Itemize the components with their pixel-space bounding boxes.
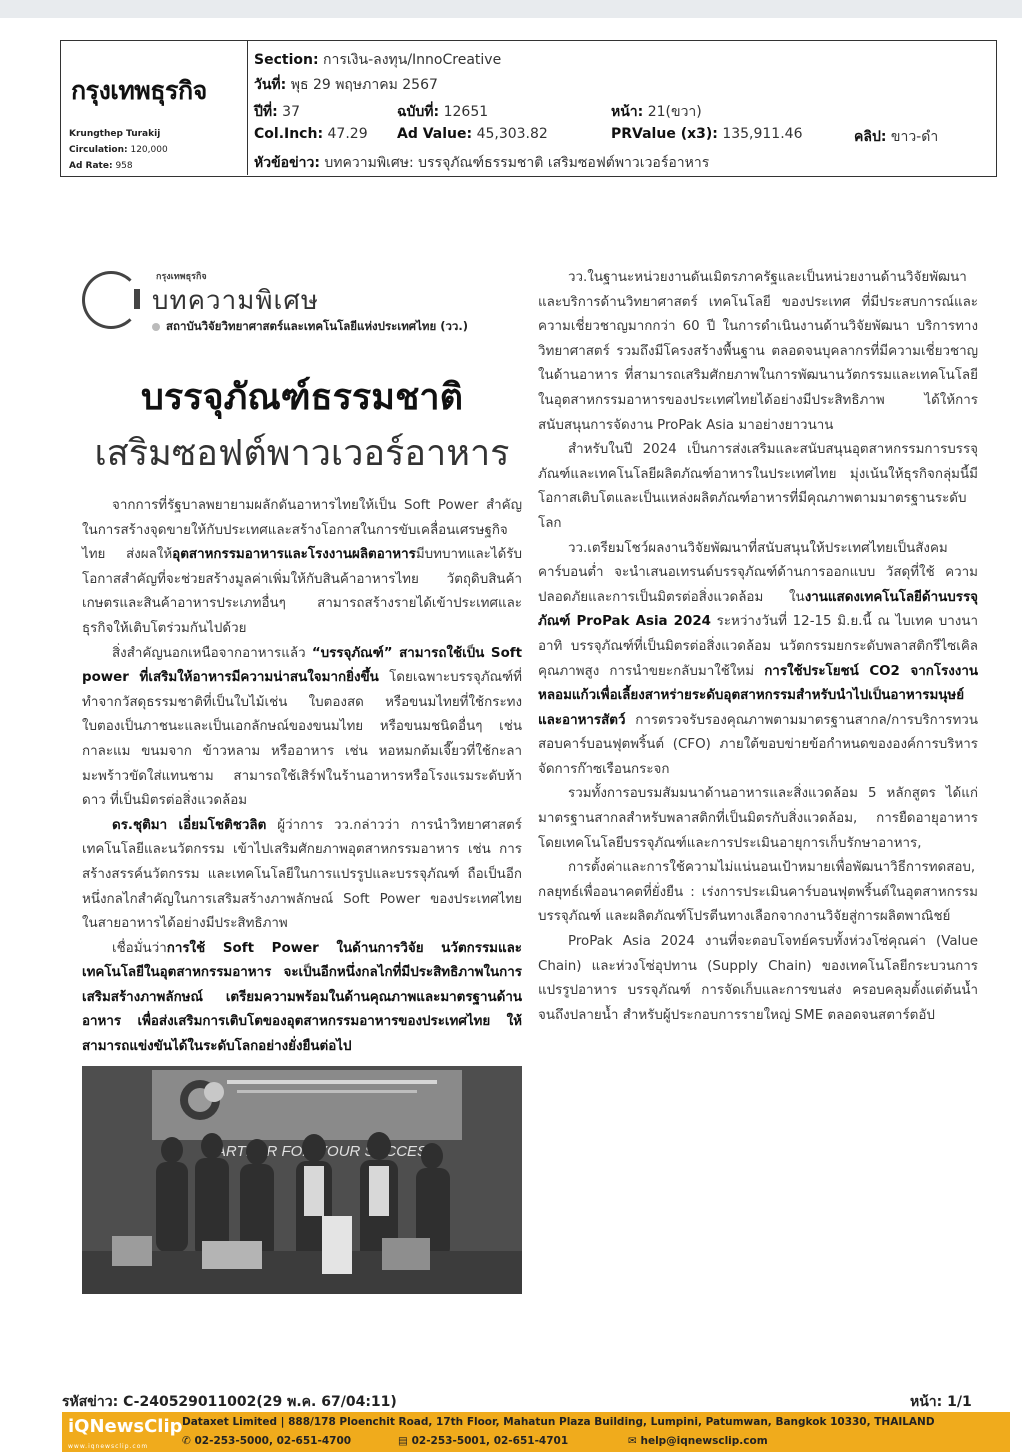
article-title-line-1: บรรจุภัณฑ์ธรรมชาติ <box>140 377 464 418</box>
section-row: Section: การเงิน-ลงทุน/InnoCreative <box>254 52 502 68</box>
section-logo-bar <box>134 289 140 309</box>
footer-phone: ✆ 02-253-5000, 02-651-4700 <box>182 1435 352 1447</box>
paragraph: การตั้งค่าและการใช้ความไม่แน่นอนเป้าหมายเพื่อพัฒนาวิธีการทดสอบ, กลยุทธ์เพื่ออนาคตที่ยั่งยืน : เร่งการประเมินคาร์บอนฟุตพริ้นต์ในอุตสาหกรรมบรรจุภัณฑ์ และผลิตภัณฑ์โปรตีนทางเลือกจากงานวิจัยสู่การผลิตพาณิชย์ <box>538 860 978 925</box>
paragraph: รวมทั้งการอบรมสัมมนาด้านอาหารและสิ่งแวดล้อม 5 หลักสูตร ได้แก่ มาตรฐานสากลสำหรับพลาสติกที่เป็นมิตรกับสิ่งแวดล้อม, การยืดอายุอาหารโดยเทคโนโลยีบรรจุภัณฑ์และการประเมินอายุการเก็บรักษาอาหาร, <box>538 786 978 851</box>
paragraph: วว.ในฐานะหน่วยงานดันเมิตรภาครัฐและเป็นหน่วยงานด้านวิจัยพัฒนาและบริการด้านวิทยาศาสตร์ เทคโนโลยี ของประเทศ ที่มีประสบการณ์และความเชี่ยวชาญมากกว่า 60 ปี ในการดำเนินงานด้านวิจัยพัฒนา บริการทางวิทยาศาสตร์ รวมถึงมีโครงสร้างพื้นฐาน ตลอดจนบุคลากรที่มีความเชี่ยวชาญในด้านอาหาร ที่สามารถเสริมศักยภาพในการพัฒนานวัตกรรมและเทคโนโลยีในอุตสาหกรรมอาหารของประเทศไทยได้อย่างมีประสิทธิภาพ ได้ให้การสนับสนุนการจัดงาน ProPak Asia มาอย่างยาวนาน <box>538 270 978 433</box>
iqnewsclip-logo: iQNewsClip <box>68 1416 183 1437</box>
paragraph: สิ่งสำคัญนอกเหนือจากอาหารแล้ว “บรรจุภัณฑ์” สามารถใช้เป็น Soft power ที่เสริมให้อาหารมีความน่าสนใจมากยิ่งขึ้น โดยเฉพาะบรรจุภัณฑ์ที่ทำจากวัสดุธรรมชาติที่เป็นใบไม้เช่น ใบตองสด หรือขนมไทยที่ใช้กระทงใบตองเป็นภาชนะและเป็นเอกลักษณ์ของขนมไทย หรือขนมชนิดอื่นๆ เช่น กาละแม ขนมจาก ข้าวหลาม หรืออาหาร เช่น หอหมกต้มเจี๊ยวที่ใช้กะลามะพร้าวขัดใส่แทนชาม สามารถใช้เสิร์ฟในร้านอาหารหรือโรงแรมระดับห้าดาว ที่เป็นมิตรต่อสิ่งแวดล้อม <box>82 645 522 809</box>
article-right-column <box>538 266 978 1028</box>
ad-rate: Ad Rate: 958 <box>69 161 133 171</box>
news-code: รหัสข่าว: C-240529011002(29 พ.ค. 67/04:11) <box>62 1394 397 1410</box>
viewer-top-bar <box>0 0 1022 18</box>
paragraph: ดร.ชุติมา เอี่ยมโชติชวลิต ผู้ว่าการ วว.กล่าวว่า การนำวิทยาศาสตร์เทคโนโลยีและนวัตกรรม เข้าไปเสริมศักยภาพอุตสาหกรรมอาหาร เช่น การสร้างสรรค์นวัตกรรม และเทคโนโลยีในการแปรรูปและบรรจุภัณฑ์ ถือเป็นอีกหนึ่งกลไกสำคัญในการเสริมสร้างภาพลักษณ์ Soft Power ของประเทศไทย ในสายอาหารได้อย่างมีประสิทธิภาพ <box>82 817 522 932</box>
article-photo <box>82 1066 522 1294</box>
kicker-publication: กรุงเทพธุรกิจ <box>156 272 207 282</box>
publication-cell <box>61 41 248 175</box>
footer-email[interactable]: ✉ help@iqnewsclip.com <box>628 1435 768 1447</box>
mail-icon: ✉ <box>628 1435 637 1447</box>
fax-icon: ▤ <box>398 1435 408 1447</box>
clipping-header: กรุงเทพธุรกิจ Krungthep Turakij Circulation: 120,000 Ad Rate: 958 Section: การเงิน-ลงทุน/InnoCreative วันที่: พุธ 29 พฤษภาคม 2567 ปีที่: 37 ฉบับที่: 12651 หน้า: 21(ขวา) Col.Inch: 47.29 Ad Value: 45,303.82 PRValue (x3): 135,911.46 คลิป: ขาว-ดำ หัวข้อข่าว: บทความพิเศษ: บรรจุภัณฑ์ธรรมชาติ เสริมซอฟต์พาวเวอร์อาหาร <box>60 40 997 177</box>
article-left-column <box>82 494 522 1060</box>
headline-row: หัวข้อข่าว: บทความพิเศษ: บรรจุภัณฑ์ธรรมชาติ เสริมซอฟต์พาวเวอร์อาหาร <box>254 155 710 171</box>
paragraph: เชื่อมั่นว่าการใช้ Soft Power ในด้านการวิจัย นวัตกรรมและเทคโนโลยีในอุตสาหกรรมอาหาร จะเป็นอีกหนึ่งกลไกที่มีประสิทธิภาพในการเสริมสร้างภาพลักษณ์ เตรียมความพร้อมในด้านคุณภาพและมาตรฐานด้านอาหาร เพื่อส่งเสริมการเติบโตของอุตสาหกรรมอาหารของประเทศไทย ให้สามารถแข่งขันได้ในระดับโลกอย่างยั่งยืนต่อไป <box>82 940 522 1055</box>
section-name: บทความพิเศษ <box>152 286 320 316</box>
publication-name: กรุงเทพธุรกิจ <box>71 76 207 105</box>
photo-slogan: PARTNER FOR YOUR SUCCESS <box>207 1143 438 1160</box>
date-row: วันที่: พุธ 29 พฤษภาคม 2567 <box>254 77 438 93</box>
footer-fax: ▤ 02-253-5001, 02-651-4701 <box>398 1435 569 1447</box>
author-org: สถาบันวิจัยวิทยาศาสตร์และเทคโนโลยีแห่งประเทศไทย (วว.) <box>166 319 469 333</box>
iqnewsclip-url: www.iqnewsclip.com <box>68 1443 149 1450</box>
page-count: หน้า: 1/1 <box>910 1394 972 1410</box>
circulation: Circulation: 120,000 <box>69 145 168 155</box>
group-photo-illustration <box>82 1066 522 1294</box>
paragraph: จากการที่รัฐบาลพยายามผลักดันอาหารไทยให้เป็น Soft Power สำคัญในการสร้างจุดขายให้กับประเทศและสร้างโอกาสในการขับเคลื่อนเศรษฐกิจไทย ส่งผลให้อุตสาหกรรมอาหารและโรงงานผลิตอาหารมีบทบาทและได้รับโอกาสสำคัญที่จะช่วยสร้างมูลค่าเพิ่มให้กับสินค้าอาหารไทย วัตถุดิบสินค้าเกษตรและสินค้าอาหารประเภทอื่นๆ สามารถสร้างรายได้เข้าประเทศและธุรกิจให้เติบโตร่วมกันไปด้วย <box>82 498 522 636</box>
publication-name-en: Krungthep Turakij <box>69 129 161 139</box>
paragraph: ProPak Asia 2024 งานที่จะตอบโจทย์ครบทั้งห่วงโซ่คุณค่า (Value Chain) และห่วงโซ่อุปทาน (Supply Chain) ของเทคโนโลยีกระบวนการแปรรูปอาหาร บรรจุภัณฑ์ การจัดเก็บและการขนส่ง ครอบคลุมตั้งแต่ต้นน้ำจนถึงปลายน้ำ สำหรับผู้ประกอบการรายใหญ่ SME ตลอดจนสตาร์ตอัป <box>538 934 978 1023</box>
article-title-line-2: เสริมซอฟต์พาวเวอร์อาหาร <box>94 433 510 474</box>
footer-bar <box>62 1412 1010 1452</box>
paragraph: วว.เตรียมโชว์ผลงานวิจัยพัฒนาที่สนับสนุนให้ประเทศไทยเป็นสังคมคาร์บอนต่ำ จะนำเสนอเทรนด์บรรจุภัณฑ์ด้านการออกแบบ วัสดุที่ใช้ ความปลอดภัยและการเป็นมิตรต่อสิ่งแวดล้อม ในงานแสดงเทคโนโลยีด้านบรรจุภัณฑ์ ProPak Asia 2024 ระหว่างวันที่ 12-15 มิ.ย.นี้ ณ ไบเทค บางนา อาทิ บรรจุภัณฑ์ที่เป็นมิตรต่อสิ่งแวดล้อม นวัตกรรมยกระดับพลาสติกรีไซเคิลคุณภาพสูง การนำขยะกลับมาใช้ใหม่ การใช้ประโยชน์ CO2 จากโรงงานหลอมแก้วเพื่อเลี้ยงสาหร่ายระดับอุตสาหกรรมสำหรับนำไปเป็นอาหารมนุษย์และอาหารสัตว์ การตรวจรับรองคุณภาพตามมาตรฐานสากล/การบริการทวนสอบคาร์บอนฟุตพริ้นต์ (CFO) ภายใต้ขอบข่ายข้อกำหนดขององค์การบริหารจัดการก๊าซเรือนกระจก <box>538 540 978 777</box>
bullet-icon <box>152 323 160 331</box>
footer-address: Dataxet Limited | 888/178 Ploenchit Road, 17th Floor, Mahatun Plaza Building, Lumpini, Patumwan, Bangkok 10330, THAILAND <box>182 1416 935 1428</box>
phone-icon: ✆ <box>182 1435 191 1447</box>
paragraph: สำหรับในปี 2024 เป็นการส่งเสริมและสนับสนุนอุตสาหกรรมการบรรจุภัณฑ์และเทคโนโลยีผลิตภัณฑ์อาหารในประเทศไทย มุ่งเน้นให้ธุรกิจกลุ่มนี้มีโอกาสเติบโตและเป็นแหล่งผลิตภัณฑ์อาหารที่มีคุณภาพตามมาตรฐานระดับโลก <box>538 442 978 531</box>
section-logo-icon <box>82 271 140 329</box>
section-kicker <box>82 266 522 346</box>
